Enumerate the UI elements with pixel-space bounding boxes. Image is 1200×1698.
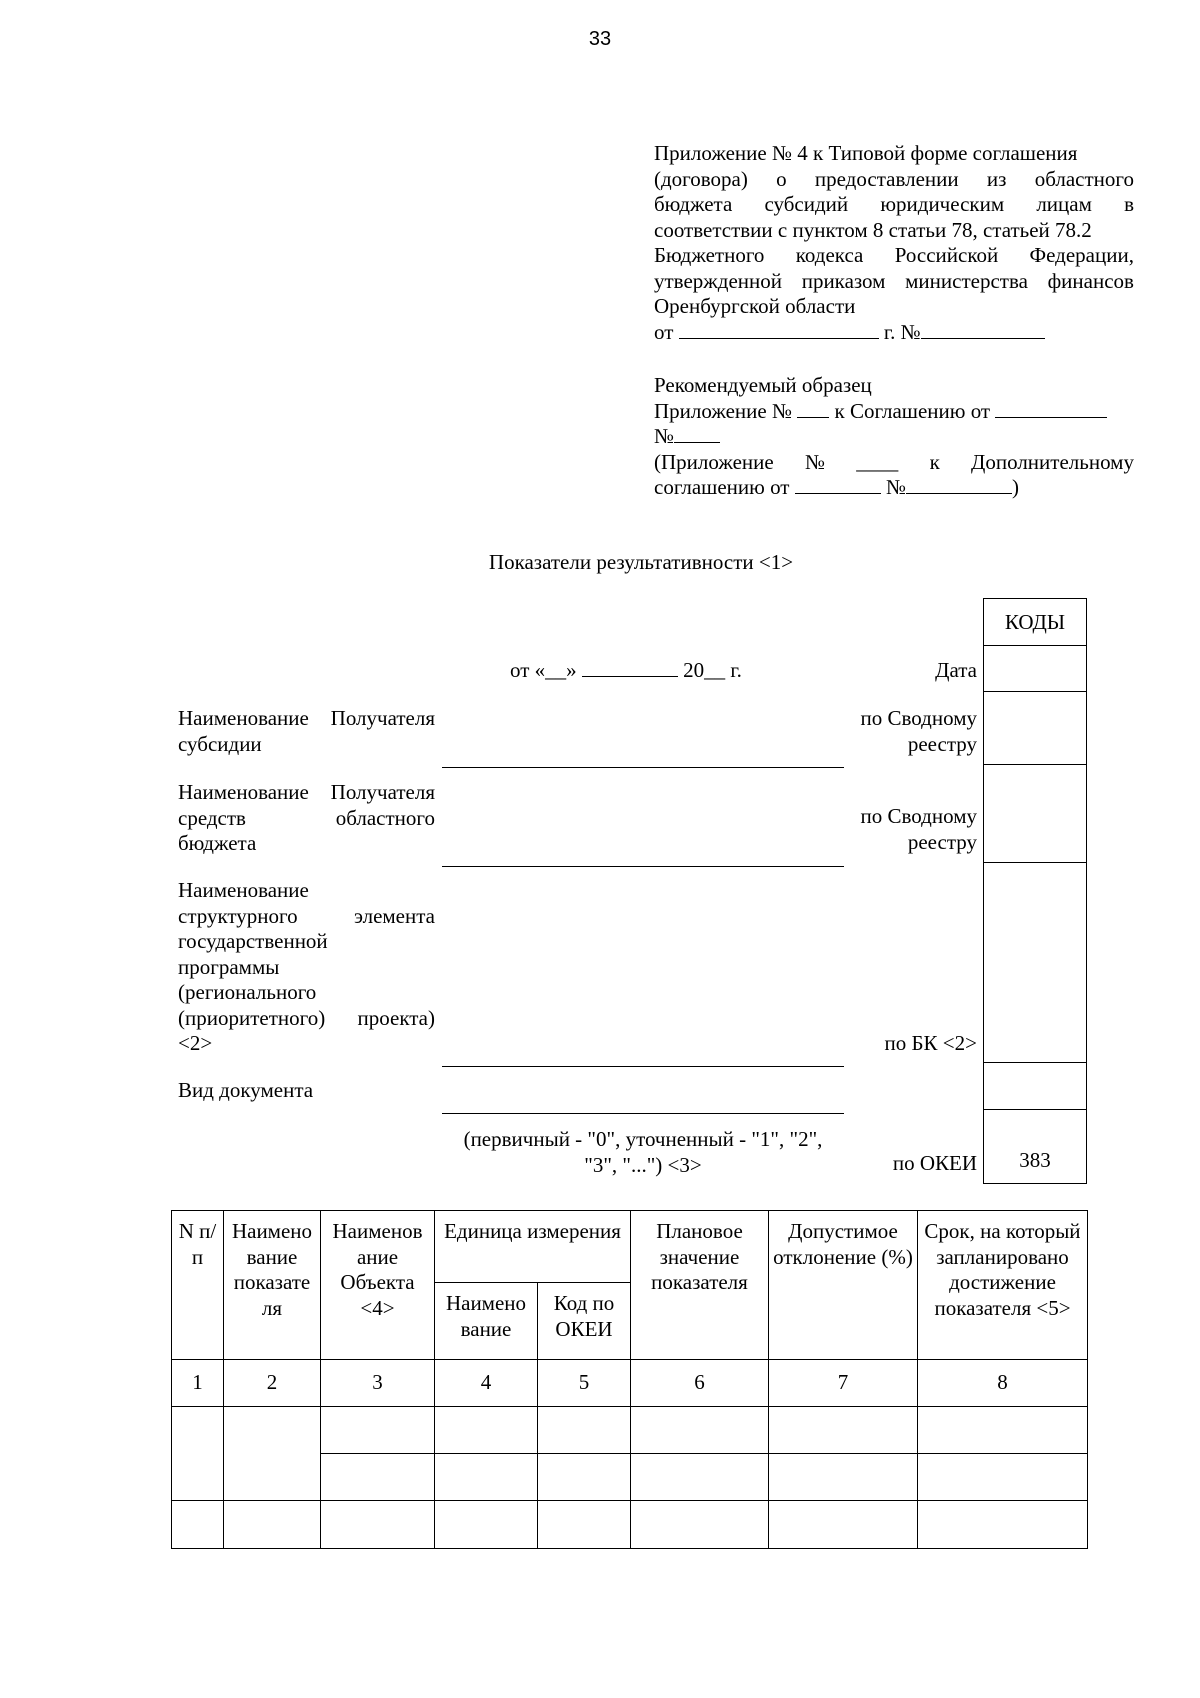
table-cell[interactable] — [538, 1454, 631, 1501]
column-number: 2 — [224, 1360, 321, 1407]
number-blank — [921, 320, 1045, 339]
agreement-number-blank — [674, 424, 720, 443]
form-date-blank — [582, 658, 678, 677]
recommended-sample: Рекомендуемый образец — [654, 373, 872, 397]
supplementary-number-blank — [906, 475, 1012, 494]
header-row-1 — [172, 1211, 1088, 1283]
agreement-date-blank — [995, 399, 1107, 418]
appendix-header — [654, 141, 1134, 345]
table-cell[interactable] — [769, 1501, 918, 1549]
doc-type-hint: (первичный - "0", уточненный - "1", "2", "3", "...") <3> — [463, 1127, 823, 1177]
registry-label-1: по Сводному реестру — [860, 706, 977, 756]
codes-header: КОДЫ — [984, 599, 1086, 646]
header-unit-group: Единица измерения — [435, 1211, 631, 1283]
program-element-label: Наименование структурного элемента государственной программы (регионального (приоритетного) проекта) <2> — [178, 878, 435, 1055]
table-cell[interactable] — [769, 1454, 918, 1501]
column-number: 1 — [172, 1360, 224, 1407]
appendix-to-agreement-line: Приложение № к Соглашению от — [654, 399, 1134, 425]
code-doc-type-cell[interactable] — [984, 1063, 1086, 1110]
table-cell[interactable] — [918, 1454, 1088, 1501]
recipient-label: Наименование Получателя субсидии — [178, 706, 435, 756]
supplementary-line-2: соглашению от № ) — [654, 475, 1020, 499]
table-row — [172, 1501, 1088, 1549]
doc-type-label: Вид документа — [178, 1078, 314, 1102]
appendix-line-3: бюджета субсидий юридическим лицам в — [654, 192, 1134, 216]
doc-type-input-line[interactable] — [442, 1113, 844, 1114]
registry-label-2: по Сводному реестру — [860, 804, 977, 854]
table-cell[interactable] — [224, 1407, 321, 1501]
code-registry-1-cell[interactable] — [984, 692, 1086, 765]
code-bk-cell[interactable] — [984, 863, 1086, 1063]
column-number: 3 — [321, 1360, 435, 1407]
supplementary-line-1: (Приложение № ____ к Дополнительному — [654, 449, 1134, 474]
appendix-region-line: Оренбургской области — [654, 294, 856, 318]
form-date-line: от «__» 20__ г. — [510, 658, 742, 682]
table-cell[interactable] — [538, 1501, 631, 1549]
date-blank — [679, 320, 879, 339]
header-unit-name: Наимено вание — [435, 1283, 538, 1360]
appendix-line-6: утвержденной приказом министерства финансов — [654, 268, 1134, 293]
indicators-table — [171, 1210, 1088, 1549]
column-number-row — [172, 1360, 1088, 1407]
table-cell[interactable] — [435, 1454, 538, 1501]
header-planned-value: Плановое значение показателя — [631, 1211, 769, 1360]
header-okei-code: Код по ОКЕИ — [538, 1283, 631, 1360]
appendix-line-1: Приложение № 4 к Типовой форме соглашения — [654, 141, 1078, 165]
agreement-number-line: № — [654, 424, 1134, 450]
okei-label: по ОКЕИ — [892, 1151, 977, 1175]
sample-block — [654, 373, 1134, 501]
page-number: 33 — [588, 28, 612, 50]
column-number: 5 — [538, 1360, 631, 1407]
table-cell[interactable] — [172, 1407, 224, 1501]
bk-label: по БК <2> — [884, 1031, 977, 1055]
table-row — [172, 1407, 1088, 1454]
table-cell[interactable] — [631, 1501, 769, 1549]
appendix-date-line: от г. № — [654, 320, 1134, 346]
header-indicator-name: Наимено вание показате ля — [224, 1211, 321, 1360]
table-cell[interactable] — [224, 1501, 321, 1549]
code-date-cell[interactable] — [984, 646, 1086, 692]
code-registry-2-cell[interactable] — [984, 765, 1086, 863]
recipient-input-line[interactable] — [442, 767, 844, 768]
table-cell[interactable] — [321, 1454, 435, 1501]
budget-recipient-input-line[interactable] — [442, 866, 844, 867]
header-object-name: Наименов ание Объекта <4> — [321, 1211, 435, 1360]
header-num: N п/п — [172, 1211, 224, 1360]
table-cell[interactable] — [321, 1501, 435, 1549]
code-okei-cell: 383 — [1019, 1148, 1051, 1172]
appendix-line-5: Бюджетного кодекса Российской Федерации, — [654, 243, 1134, 267]
table-cell[interactable] — [918, 1501, 1088, 1549]
column-number: 6 — [631, 1360, 769, 1407]
table-cell[interactable] — [435, 1501, 538, 1549]
table-cell[interactable] — [918, 1407, 1088, 1454]
table-cell[interactable] — [538, 1407, 631, 1454]
table-cell[interactable] — [321, 1407, 435, 1454]
table-cell[interactable] — [769, 1407, 918, 1454]
budget-recipient-label: Наименование Получателя средств областного бюджета — [178, 780, 435, 855]
appendix-line-2: (договора) о предоставлении из областного — [654, 166, 1134, 191]
table-cell[interactable] — [631, 1454, 769, 1501]
column-number: 4 — [435, 1360, 538, 1407]
header-deviation: Допустимое отклонение (%) — [769, 1211, 918, 1360]
header-deadline: Срок, на который запланировано достижение показателя <5> — [918, 1211, 1088, 1360]
supplementary-date-blank — [795, 475, 881, 494]
appendix-number-blank — [797, 399, 829, 418]
program-element-input-line[interactable] — [442, 1066, 844, 1067]
appendix-line-4: соответствии с пунктом 8 статьи 78, статьей 78.2 — [654, 217, 1092, 242]
column-number: 7 — [769, 1360, 918, 1407]
table-cell[interactable] — [631, 1407, 769, 1454]
column-number: 8 — [918, 1360, 1088, 1407]
codes-column — [983, 598, 1087, 1184]
table-cell[interactable] — [172, 1501, 224, 1549]
table-cell[interactable] — [435, 1407, 538, 1454]
date-label: Дата — [935, 658, 977, 682]
document-title: Показатели результативности <1> — [488, 550, 794, 574]
